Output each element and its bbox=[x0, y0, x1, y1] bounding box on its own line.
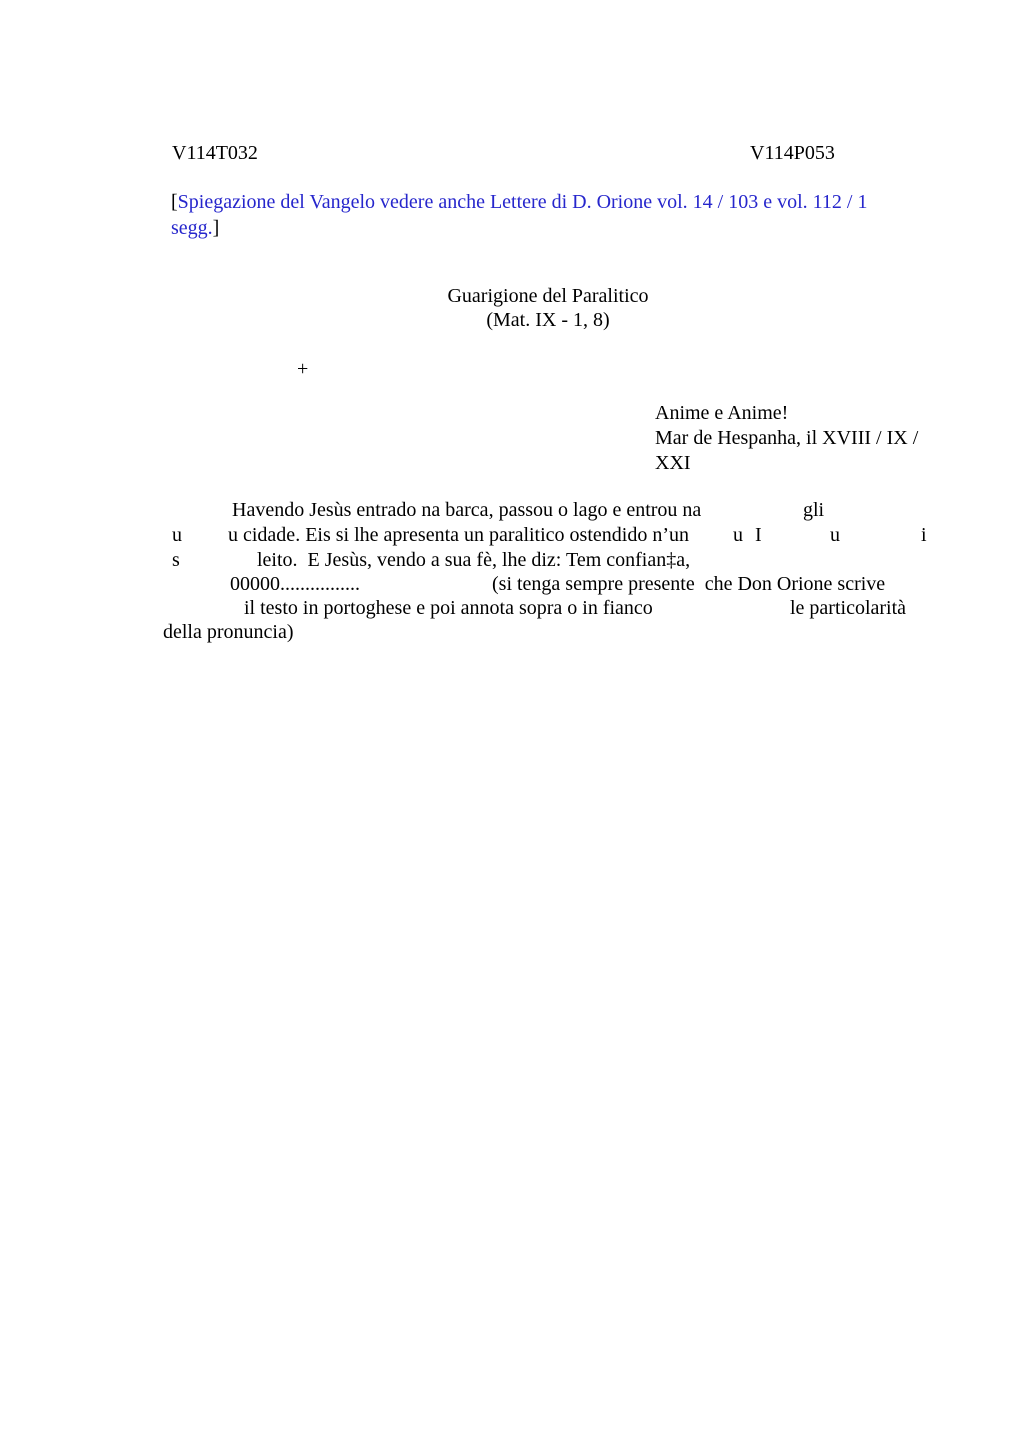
body-line-5-main: il testo in portoghese e poi annota sopra o in fianco bbox=[244, 597, 653, 619]
document-code-left: V114T032 bbox=[172, 142, 258, 164]
body-line-4-zeros: 00000................ bbox=[230, 573, 360, 595]
document-subtitle: (Mat. IX - 1, 8) bbox=[486, 309, 610, 331]
body-line-1-main: Havendo Jesùs entrado na barca, passou o lago e entrou na bbox=[232, 499, 702, 521]
body-line-1-annotation: gli bbox=[803, 499, 825, 521]
editorial-note-line-2 bbox=[171, 216, 219, 240]
body-line-2-main: u cidade. Eis si lhe apresenta un paralitico ostendido n’un bbox=[228, 524, 689, 546]
body-line-6-main: della pronuncia) bbox=[163, 621, 294, 643]
place-date-line: Mar de Hespanha, il XVIII / IX / bbox=[655, 427, 919, 449]
note-open-bracket: [ bbox=[171, 191, 178, 213]
body-line-4-parenthetical: (si tenga sempre presente che Don Orione scrive bbox=[492, 573, 886, 595]
document-title: Guarigione del Paralitico bbox=[447, 285, 649, 307]
year-line: XXI bbox=[655, 452, 691, 474]
body-line-2-annotation-1: u bbox=[733, 524, 743, 546]
document-title-block bbox=[172, 284, 924, 332]
editorial-note-text-2: segg. bbox=[171, 217, 213, 239]
salutation-line: Anime e Anime! bbox=[655, 402, 789, 424]
body-line-2-margin-note: u bbox=[172, 524, 182, 546]
dateline-block bbox=[655, 401, 918, 476]
note-close-bracket: ] bbox=[212, 217, 220, 239]
editorial-note-text-1: Spiegazione del Vangelo vedere anche Lettere di D. Orione vol. 14 / 103 e vol. 112 / 1 bbox=[177, 191, 868, 213]
body-line-2-annotation-2: I bbox=[755, 524, 762, 546]
body-line-3-main: leito. E Jesùs, vendo a sua fè, lhe diz: Tem confian‡a, bbox=[257, 549, 691, 571]
body-line-5-right: le particolarità bbox=[790, 597, 907, 619]
document-code-right: V114P053 bbox=[750, 142, 835, 164]
cross-mark: + bbox=[297, 358, 309, 380]
body-line-3-margin-note: s bbox=[172, 549, 180, 571]
editorial-note-line-1 bbox=[171, 190, 867, 214]
body-line-2-annotation-3: u bbox=[830, 524, 840, 546]
body-line-2-annotation-4: i bbox=[921, 524, 927, 546]
